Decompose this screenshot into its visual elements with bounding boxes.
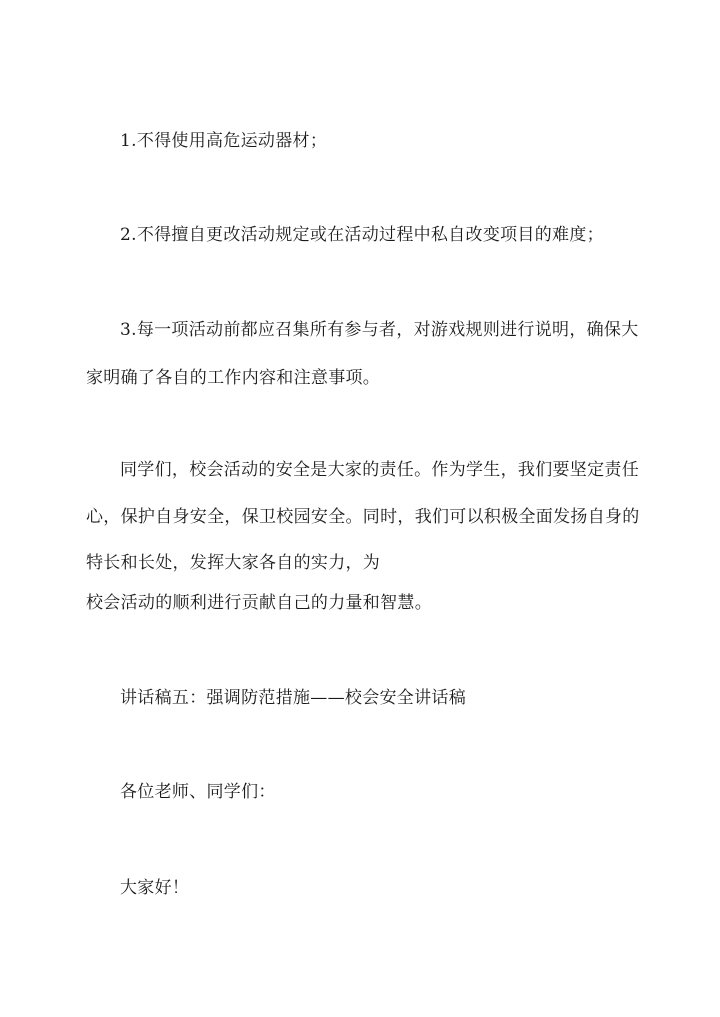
closing-paragraph-line-3: 特长和长处，发挥大家各自的实力，为 (86, 553, 381, 573)
closing-paragraph-line-2: 心，保护自身安全，保卫校园安全。同时，我们可以积极全面发扬自身的 (86, 507, 640, 527)
speech-heading: 讲话稿五：强调防范措施——校会安全讲话稿 (120, 688, 466, 708)
closing-paragraph-line-4: 校会活动的顺利进行贡献自己的力量和智慧。 (86, 593, 432, 613)
salutation: 各位老师、同学们： (120, 782, 276, 802)
rule-item-3-line-1: 3.每一项活动前都应召集所有参与者，对游戏规则进行说明，确保大 (120, 320, 639, 340)
rule-item-2: 2.不得擅自更改活动规定或在活动过程中私自改变项目的难度； (120, 225, 604, 245)
greeting: 大家好！ (120, 878, 190, 898)
closing-paragraph-line-1: 同学们，校会活动的安全是大家的责任。作为学生，我们要坚定责任 (120, 460, 639, 480)
rule-item-1: 1.不得使用高危运动器材； (120, 131, 328, 151)
rule-item-3-line-2: 家明确了各自的工作内容和注意事项。 (86, 368, 381, 388)
